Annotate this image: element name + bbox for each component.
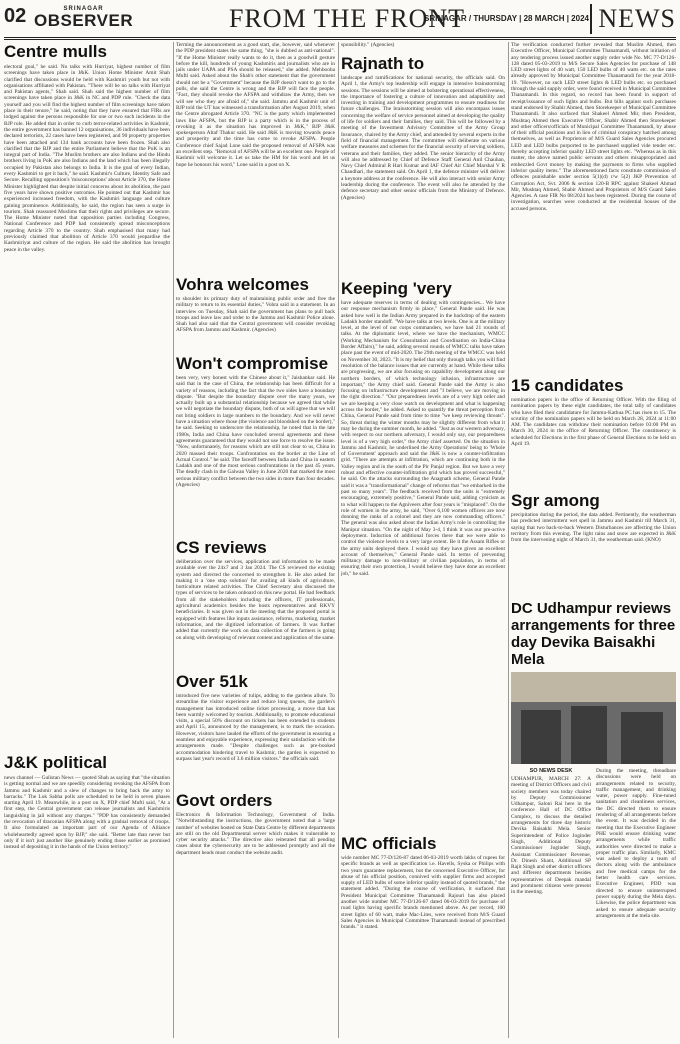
- feature-body: During the meeting, threadbare discussions were held on arrangements related to security, traffic management, and drinking water, power supply. Fine-tuned sanitation and cleanliness services, the DC directed them to ensure rendering of all arrangements before the event. It was decided in the meeting that the Executive Engineer PHE would ensure drinking water arrangements while traffic authorities were directed to make a proper traffic plan. Similarly, KMC was asked to deploy a team of doctors along with the ambulance and free medical camps for the better health care services. Executive Engineer, PDD was directed to ensure uninterrupted power supply during the Mela days. Likewise, the police department was asked to ensure adequate security arrangements at the mela site.: [596, 768, 676, 919]
- column-rule: [508, 42, 509, 1038]
- article-body: wide number MC 77-D/126-87 dated 06-03-2019 worth lakhs of rupees for specific brands as well as specification i.e. Havells, Syska or Philips with two years guarantee replacement, but the concerned Executive Officer, for abuse of his official position, connived with supplier firms and accepted supply of LED bulbs of some inferior quality instead of quoted brands," the statement added. "During the course of verification, it surfaced that President Municipal Committee Thanamandi Rajouri has also placed another wide number MC 77-D/126-87 dated 06-03-2019 for purchase of road lights having specific brands mentioned above. As per record, 100 street lights of 60 watt, make Mac-Lites, were received from M/S Guard Sales Agencies in Municipal Committee Thanamandi instead of prescribed brands." it stated.: [341, 855, 505, 931]
- article-body: nomination papers in the office of Returning Officer. With the filing of nomination papers by these eight candidates, the total tally of candidates who have filed their candidature for Jammu-Kathua PC has risen to 15. The scrutiny of the nomination papers will be held on March 28, 2024 at 11:00 AM. The candidates can withdraw their nomination before 03:00 PM on March 30, 2024 in the office of Returning Officer. The constituency is scheduled for Elections in the first phase of General Elections to be held on April 19.: [511, 397, 676, 448]
- headline-mc-officials: MC officials: [341, 834, 437, 853]
- article-body: The verification conducted further revealed that Muslim Ahmed, then Executive Officer, Municipal Committee Thanamandi, without initiation of any tendering process issued another supply order wide No. MC 77-D/126-128 dated 05-03-2019 to M/S Secure Sales Agencies for purchase of 148 LED street lights of 40 watt, 150 LED bulbs of 40 watts etc. on the rates already approved by Municipal Committee Thanamandi for the year 2018-19. "However, no such LED street lights & LED bulbs etc. so purchased through the said supply order, were found received in Municipal Committee Thanamandi. In this regard, no record has been found in support of receipt/issuance of such lights and bulbs. But bills against such purchases stand endorsed by Shabir Ahmed, then Storekeeper of Municipal Committee Thanamandi. It also surfaced that Shakeel Ahmed Mir, then President, Mushtaq Ahmed then Executive Officer, Shabir Ahmed then Storekeeper and other officers/officials of Municipal Committee Thanamandi, by abuse of their official positions and in lieu of criminal conspiracy hatched among themselves, as well as Proprietors of M/S Guard Sales Agencies procured LED and LED bulbs purported to be purchased supplied vide tender etc. thereby accepting inferior quality LED street lights etc. "Whereas as in this matter, the above named public servants and others misappropriated and embezzled Govt money by making the payments to firms who supplied inferior quality items." The aforementioned facts constitute commission of offences punishable under section 5(1)(d) r/w 5(2) JKP Prevention of Corruption Act, Svt. 2006 & section 120-B RPC against Shakeel Ahmad Mir, Mushtaq Ahmed, Shabir Ahmed and Proprietors of M/S Guard Sales Agencies. A case FIR No 08/2024 has been registered. During the course of investigation, searches were conducted at the residential houses of the accused persons.: [511, 42, 676, 212]
- logo: [34, 6, 133, 29]
- headline-rajnath-to: Rajnath to: [341, 54, 425, 73]
- column-rule: [338, 42, 339, 1038]
- headline-govt-orders: Govt orders: [176, 791, 273, 810]
- column-2: [176, 42, 335, 902]
- headline-centre-mulls: Centre mulls: [4, 42, 107, 61]
- headline-wont-compromise: Won't compromise: [176, 354, 329, 373]
- headline-15-candidates: 15 candidates: [511, 376, 624, 395]
- article-body: Electronics & Information Technology, Government of India. "Notwithstanding the instructions, the government noted that a 'large number' of websites hosted on State Data Centre by different departments are still on the old Departmental server which makes it vulnerable to cyber security attacks." The directive also reiterated that all pending cases about the cybersecurity are to be addressed promptly and all the department heads must conduct the website audit.: [176, 812, 335, 856]
- article-body: Terming the announcement as a good start, she, however, said whenever the PDP president states the same thing, "she is dubbed as anti-national". "If the Home Minister really wants to do it, then as a goodwill gesture before the kill, hundreds of young Kashmiris and journalists who are in jails under UAPA and PSA should be released," she added. Mehbooba Mufti said. Asked about the Shah's other statement that the government should not be a "Government" because the BJP doesn't want to go to the polls, she said the Centre is wrong and the BJP will face the people. "Fact, they should revoke the AFSPA and withdraw the Army, then we will see who they are afraid of," she said. Jammu and Kashmir unit of BJP told the UT has witnessed a transformation after August 2019, when the Centre abrogated Article 370. "NC is the party which implemented laws like AFSPA, but the BJP is a party which is in the process of revoking it as the situation has improved in J&K," BJP J&K spokesperson Altaf Thakur said. He said J&K is moving towards peace and prosperity and the time has come to revoke AFSPA. People Conference chief Sajad Lone said the proposed removal of AFSPA was an excellent step. "Removal of AFSPA will be an excellent one. People of Kashmir will welcome it. Let us take the HM for his word and let us hope he honours his word," Lone said in a post on X.: [176, 42, 335, 168]
- column-1: [4, 42, 170, 1027]
- feature-headline: DC Udhampur reviews arrangements for three day Devika Baisakhi Mela: [511, 600, 676, 668]
- logo-small-text: SRINAGAR: [63, 6, 104, 12]
- article-body: introduced five new varieties of tulips, adding to the gardens allure. To streamline the visitor experience and reduce long queues, the garden's management has introduced online ticket processing, a move that has been warmly welcomed by tourists. Additionally, to promote educational visits, a special 50% discount on tickets has been extended to students and April 15, announced by the management, is to mark the occasion. However, visitors have lauded the efforts of the government in ensuring a seamless and enjoyable experience, expressing their satisfaction with the arrangements made. "Despite challenges such as pre-booked accommodation hindering travel to Kashmir, the garden is expected to surpass last year's record of 3.6 million visitors." the officials said.: [176, 693, 335, 762]
- column-4: [511, 42, 676, 562]
- feature-block: [511, 600, 676, 1028]
- headline-cs-reviews: CS reviews: [176, 538, 267, 557]
- feature-body: UDHAMPUR, MARCH 27: A meeting of District Officers and civil society members was today chaired by Deputy Commissioner Udhampur, Saloni Rai here in the conference Hall of DC Office Complex, to discuss the detailed arrangements for three day historic Devika Baisakhi Mela. Senior Superintendent of Police Joginder Singh, Additional Deputy Commissioner Joginder Singh, Assistant Commissioner Revenue, Dr. Dinesh Shant, Additional SP Rajit Singh and other district officers and different departments besides representatives of Deepak mandal and prominent citizens were present in the meeting.: [511, 776, 591, 896]
- dateline: SRINAGAR / THURSDAY | 28 MARCH | 2024: [424, 14, 589, 23]
- article-body: been very, very honest with the Chinese about it," Jaishankar said. He said that in the case of China, the relationship has been difficult for a variety of reasons, including the fact that the two sides have a boundary dispute. "But despite the boundary dispute over the many years, we actually built up a substantial relationship because we agreed that while we will negotiate the boundary dispute, both of us will agree that we will not bring soldiers in large numbers to the boundary. And we will never have a situation where those (the violence and bloodshed on the border)," he said. Seeking to underscore the relationship, he noted that in the late 1980s, India and China have concluded several agreements and these agreements guaranteed that they would not use force to resolve the issue. "Now, unfortunately, for reasons which are still not clear to us, China in 2020 massed their troops. Confrontation on the border at the Line of Actual Control." he said. The faceoff between India and China in eastern Ladakh and one of the most serious confrontations in the past 45 years. The deadly clash in the Galwan Valley in June 2020 that marked the most serious military conflict between the two sides in more than four decades. (Agencies): [176, 375, 335, 489]
- article-body: news channel — Gulistan News — quoted Shah as saying that "the situation is getting normal and we are speedily considering revoking the AFSPA from Jammu and Kashmir and a slew of changes to bring back the army to barracks." The Lok Sabha polls are scheduled to be held in seven phases starting April 19. Meanwhile, in a post on X, PDP chief Mufti said, "At a first step, the Central government can release journalists and Kashmiris languishing in jail without any charges." "PDP has consistently demanded the revocation of draconian AFSPA along with a gradual removal of troops. It also formulated an important part of our Agenda of Alliance wholeheartedly agreed upon by BJP," she said. "Better late than never but only if it isn't just another like genuinely ending those earlier as promised instead of depositing it in the hands of the Union territory.": [4, 775, 170, 851]
- column-rule: [173, 42, 174, 1038]
- section-label: NEWS: [590, 4, 676, 34]
- article-body: electoral goal," he said. No talks with Hurriyat, highest number of film screenings have taken place in J&K. Union Home Minister Amit Shah clarified that discussions would be held with Kashmiri youth but not with organisations affiliated with Pakistan. "There will be no talks with Hurriyat and Pakistan agents," Shah said. Shah said the highest number of film screenings have taken place in J&K in NC and PDP rule. "Check the data yourself and you will find the highest number of film screenings have taken place in their tenure," he said, noting that they have ensured that FIRs are lodged against the persons responsible for one or two such incidents in the BJP rule. He added that in order to curb terror-related activities in Kashmir, the entire government has banned 12 organisations, 36 individuals have been declared terrorists, 22 cases have been registered, and 90 property properties have been attached and 134 bank accounts have been frozen. Shah also clarified that the BJP and the entire Parliament believe that the PoK is an integral part of India. "The Muslim brothers are also Indians and the Hindu brothers living in PoK are also Indians and the land which has been illegally occupied by Pakistan also belongs to India. It is the goal of every Indian, every Kashmiri to get it back," he said. Kashmir's Culture, Identity Safe and Secure. Recalling opposition's 'misconceptions' about Article 370, the Home Minister highlighted that despite initial concerns about its abolition, the past five years have shown positive outcomes. He pointed out that Kashmir has experienced increased freedom, with the Kashmiri language and culture gaining prominence. Additionally, he said, the region has seen a surge in tourism. Shah reassured Muslims that their rights and privileges are secure. The Home Minister noted that opposition parties including Congress, National Conference and PDP had consistently spread misconceptions regarding Article 370 to the country. Shah emphasised that many had previously claimed that abolition of Article 370 would jeopardise the Kashmiriyat and culture of the region. He said the abolition has brought peace in the valley.: [4, 64, 170, 253]
- masthead: [4, 3, 676, 40]
- logo-text: OBSERVER: [34, 11, 134, 30]
- headline-over-51k: Over 51k: [176, 672, 248, 691]
- headline-jk-political: J&K political: [4, 753, 107, 772]
- page-kicker: FROM THE FRONT: [229, 4, 466, 33]
- article-body: deliberation over the services, application and information to be made available over the 24x7 and 3 Jan 2024. The CS reviewed the existing system and directed the concerned to strengthen it. He also asked for making it a 'one stop solution' for availing all kinds of agriculture, horticulture related activities. The Chief Secretary also discussed the types of services to be taken onboard on this new portal. He had feedback from all the stakeholders including the officers, IT professionals, agricultural academics besides the hosts representatives and RKVY beneficiaries. It was given out in the meeting that the proposed portal is equipped with features like inputs assistance, reforms, marketing, market information, and the digitized information of farmers. It was further added that currently the work on data collection of the farmers is going on along with developing of relevant content and application of the same.: [176, 559, 335, 641]
- column-3: [341, 42, 505, 1005]
- news-photo: [511, 672, 676, 764]
- article-body: landscape and ramifications for national security, the officials said. On April 1, the Army's top leadership will engage in intensive brainstorming sessions. The sessions will be aimed at bolstering operational effectiveness, the importance of fostering a culture of innovation and adaptability and investing in training and development programmes to ensure readiness for future challenges. The brainstorming session will also encompass issues concerning the welfare of service personnel aimed at developing the quality of life for soldiers and their families, they said. This will be followed by a meeting of the Investment Advisory Committee of the Army Group Insurance, chaired by the Army chief, and attended by several experts in the field of financial management. The committee will deliberate on various welfare measures and schemes for the financial security of serving soldiers, veterans and their families, they added. The senior hierarchy of the Army will also be addressed by Chief of Defence Staff General Anil Chauhan, Navy Chief Admiral R Hari Kumar and IAF Chief Air Chief Marshal V R Chaudhari, the statement said. On April 1, the defence minister will deliver a keynote address at the conference. He will also interact with senior Army leadership during the conference. The event will also be attended by the defence secretary and other senior officials from the Ministry of Defence. (Agencies): [341, 75, 505, 201]
- feature-columns: [511, 768, 676, 1028]
- article-body: to shoulder its primary duty of maintaining public order and free the military to return to its essential duties," Vohra said in a statement. In an interview on Tuesday, Shah said the government has plans to pull back troops and leave law and order to the Jammu and Kashmir Police alone. Shah had also said that the Central government will consider revoking AFSPA from Jammu and Kashmir. (Agencies): [176, 296, 335, 334]
- article-body: have adequate reserves in terms of dealing with contingencies... We have our response mechanism firmly in place," General Pande said. He was asked how well is the Indian Army prepared in the backdrop of the eastern Ladakh border standoff. "We have talks at two levels. One is at the military level, at the level of our corps commanders, we have had 21 rounds of talks. At the diplomatic level, where we have the mechanism, WMCC (Working Mechanism for Consultation and Coordination on India-China Border Affairs)," he said, adding several rounds of WMCC talks have taken place past the event of mid-2020. The 29th meeting of the WMCC was held on November 30, 2023. "It is my belief that only through talks you will find resolution of the balance issues that are currently at hand. While these talks are progressing, we are also focusing on capability development along our northern borders, of which technology infusion, infrastructure are important," the Army chief said. General Pande said the Army is also focusing on infrastructure development and "I believe, we are moving in the right direction." "Our preparedness levels are of a very high order and we are keeping a very close watch on development and what is happening across the border," he added. Asked to quantify the threat perception from China, General Pande said from time to time "we keep reviewing threats". So, threat during the winter months may be slightly different from what it may be during the summer month, he added. "Just as our western adversary, with respect to our northern adversary, I would only say, our preparedness level is of a very high order," the Army chief asserted. On the situation in Jammu and Kashmir, he underlined the Army Operations' being to 'Whole of Government' approach and said the J&K is now a counter-infiltration grid. "There are attempts at infiltration, which are continuing both in the Valley region and in the south of the Pir Panjal region. But we have a very robust and effective counter-infiltration grid which has proved successful," he said. On the attacks surrounding the Anagnath scheme, General Pande said it was a "transformational" change of reforms that "we embarked in the past so many years". The feedback received from the units is "extremely encouraging, extremely positive," General Pande said, adding cynicism as to what will happen to the Agniveers after four years is "misplaced". On the role of women in the army, he said, "Over 6,100 women officers are now donning the ranks of a colonel and they are now commanding officers." The general was also asked about the Indian Army's role in controlling the Manipur situation. "On the night of May 3-4, I think it was our pre-active deployment. Induction of additional forces there that we were able to control the violence levels to a very large extent. Be it the Assam Rifles or the army units deployed there. I would say they have given an excellent account of themselves," General Pande said. In terms of preventing militancy damage to non-military or civilian population, in terms of ensuring their own protection, I would believe they have done an excellent job," he said.: [341, 300, 505, 577]
- article-body: sponsibility." (Agencies): [341, 42, 395, 48]
- article-body: precipitation during the period, the data added. Pertinently, the weatherman has predicted intermittent wet spell in Jammu and Kashmir till March 31, saying that two back-to-back Western Disturbances are affecting the Union territory from this evening. The light rains and snow are expected in J&K from the intervening night of March 31, the weatherman said. (KNO): [511, 512, 676, 544]
- headline-sgr-among: Sgr among: [511, 491, 600, 510]
- headline-keeping-very: Keeping 'very: [341, 279, 452, 298]
- headline-vohra-welcomes: Vohra welcomes: [176, 275, 309, 294]
- feature-dateline: SO NEWS DESK: [529, 768, 573, 774]
- page-number: 02: [4, 5, 27, 27]
